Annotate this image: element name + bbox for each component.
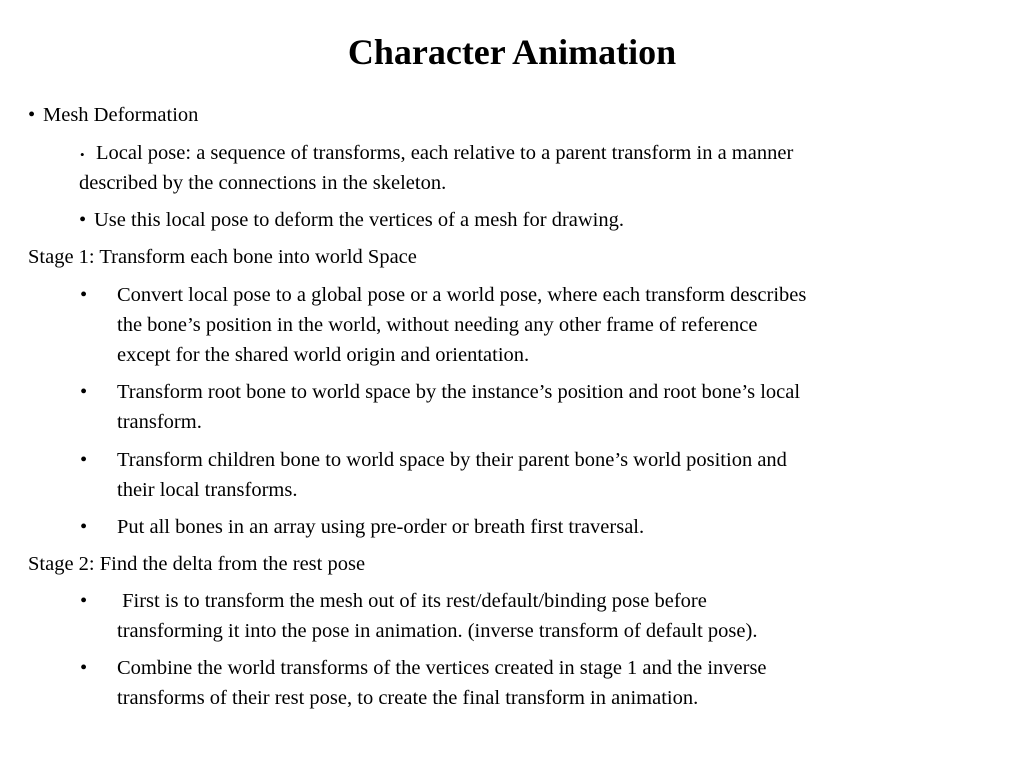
stage2-item1-bullet: • xyxy=(80,590,88,612)
stage1-item3-line2: their local transforms. xyxy=(117,479,298,501)
stage1-item2-bullet: • xyxy=(80,381,88,403)
stage1-heading: Stage 1: Transform each bone into world Space xyxy=(28,246,417,268)
mesh-heading: Mesh Deformation xyxy=(43,104,199,126)
stage1-item4-line1: Put all bones in an array using pre-order or breath first traversal. xyxy=(117,516,645,538)
stage1-item1-bullet: • xyxy=(80,284,88,306)
stage2-heading: Stage 2: Find the delta from the rest pose xyxy=(28,553,366,575)
mesh-sub1-line2: described by the connections in the skeleton. xyxy=(79,172,447,194)
stage2-item2-bullet: • xyxy=(80,657,88,679)
mesh-bullet: • xyxy=(28,104,36,126)
stage1-item4-bullet: • xyxy=(80,516,88,538)
stage1-item3-line1: Transform children bone to world space by their parent bone’s world position and xyxy=(117,449,787,471)
stage2-item1-line1: First is to transform the mesh out of its rest/default/binding pose before xyxy=(117,590,707,612)
mesh-sub1-bullet: • xyxy=(80,147,85,162)
stage2-item1-line2: transforming it into the pose in animation. (inverse transform of default pose). xyxy=(117,620,758,642)
stage2-item2-line1: Combine the world transforms of the vertices created in stage 1 and the inverse xyxy=(117,657,767,679)
stage1-item1-line3: except for the shared world origin and orientation. xyxy=(117,344,530,366)
mesh-sub1-line1: Local pose: a sequence of transforms, each relative to a parent transform in a manner xyxy=(96,142,794,164)
stage1-item2-line1: Transform root bone to world space by the instance’s position and root bone’s local xyxy=(117,381,801,403)
stage1-item2-line2: transform. xyxy=(117,411,202,433)
stage1-item3-bullet: • xyxy=(80,449,88,471)
mesh-sub2-text: Use this local pose to deform the vertices of a mesh for drawing. xyxy=(94,209,624,231)
stage1-item1-line1: Convert local pose to a global pose or a world pose, where each transform describes xyxy=(117,284,807,306)
stage1-item1-line2: the bone’s position in the world, without needing any other frame of reference xyxy=(117,314,758,336)
mesh-sub2-bullet: • xyxy=(79,209,87,231)
stage2-item2-line2: transforms of their rest pose, to create the final transform in animation. xyxy=(117,687,699,709)
slide-title: Character Animation xyxy=(347,32,677,72)
